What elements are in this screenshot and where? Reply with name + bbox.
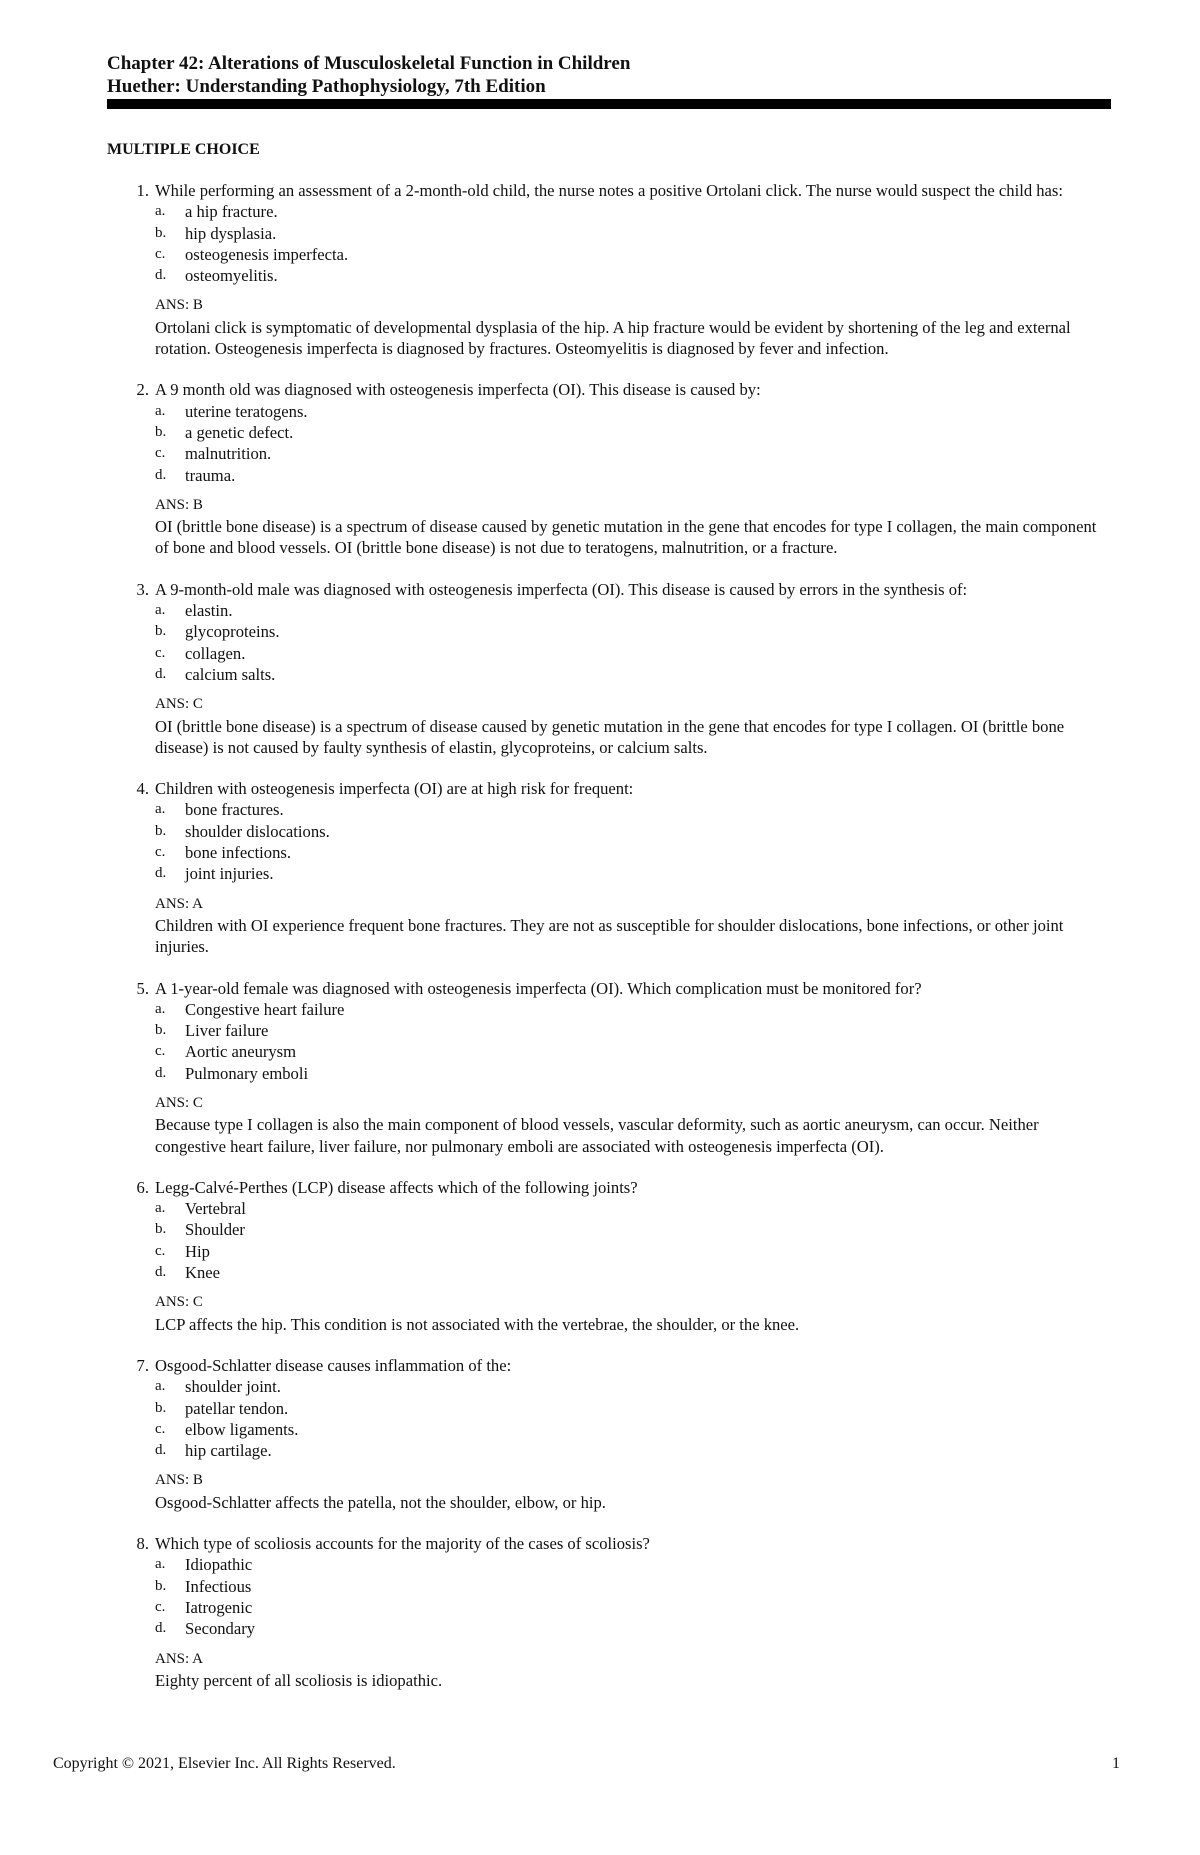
answer-rationale: Osgood-Schlatter affects the patella, not the shoulder, elbow, or hip.	[155, 1492, 606, 1512]
answer-option	[155, 799, 1111, 820]
answer-rationale: Because type I collagen is also the main component of blood vessels, vascular deformity, such as aortic aneurysm, can occur. Neither congestive heart failure, liver failure, nor pulmonary emboli are associated with osteogenesis imperfecta (OI).	[155, 1115, 1039, 1156]
option-text: bone infections.	[185, 843, 291, 863]
option-text: Aortic aneurysm	[185, 1042, 297, 1062]
answer-rationale: OI (brittle bone disease) is a spectrum of disease caused by genetic mutation in the gene that encodes for type I collagen, the main component of bone and blood vessels. OI (brittle bone disease) is not due to teratogens, malnutrition, or a fracture.	[155, 517, 1097, 558]
answer-option	[155, 443, 1111, 464]
question-item	[107, 379, 1111, 558]
answer-option	[155, 1618, 1111, 1639]
option-text: malnutrition.	[185, 444, 272, 464]
answer-option	[155, 1063, 1111, 1084]
option-text: collagen.	[185, 643, 246, 663]
option-text: Shoulder	[185, 1220, 245, 1240]
option-letter: a.	[155, 1556, 166, 1573]
question-body	[155, 1177, 1111, 1335]
option-letter: b.	[155, 224, 167, 241]
option-text: elbow ligaments.	[185, 1419, 299, 1439]
option-text: Infectious	[185, 1576, 252, 1596]
answer-option	[155, 999, 1111, 1020]
option-letter: b.	[155, 1399, 167, 1416]
option-text: shoulder joint.	[185, 1377, 281, 1397]
question-body	[155, 379, 1111, 558]
answer-block	[155, 295, 1111, 359]
question-item	[107, 180, 1111, 359]
question-number: 2.	[136, 380, 149, 400]
option-letter: b.	[155, 423, 167, 440]
option-letter: d.	[155, 1620, 167, 1637]
question-number: 1.	[136, 181, 149, 200]
option-text: calcium salts.	[185, 664, 276, 684]
option-text: a genetic defect.	[185, 422, 294, 442]
answer-option	[155, 1198, 1111, 1219]
option-letter: a.	[155, 402, 166, 419]
answer-option	[155, 1041, 1111, 1062]
answer-rationale: Ortolani click is symptomatic of developmental dysplasia of the hip. A hip fracture would be evident by shortening of the leg and external rotation. Osteogenesis imperfecta is diagnosed by fractures. Osteomyelitis is diagnosed by fever and infection.	[155, 317, 1071, 359]
answer-option	[155, 1576, 1111, 1597]
answer-key: ANS: C	[155, 696, 203, 713]
question-item	[107, 778, 1111, 957]
answer-key: ANS: C	[155, 1294, 203, 1311]
answer-option	[155, 1262, 1111, 1283]
question-number: 5.	[136, 978, 149, 998]
answer-option	[155, 244, 1111, 265]
answer-key: ANS: B	[155, 496, 203, 513]
option-letter: d.	[155, 1442, 167, 1459]
option-text: Pulmonary emboli	[185, 1063, 309, 1083]
answer-option	[155, 223, 1111, 244]
option-letter: b.	[155, 623, 167, 640]
question-body	[155, 978, 1111, 1157]
answer-block	[155, 1093, 1111, 1157]
option-text: shoulder dislocations.	[185, 821, 330, 841]
option-text: Iatrogenic	[185, 1597, 253, 1617]
answer-option	[155, 1440, 1111, 1461]
option-text: elastin.	[185, 601, 233, 621]
answer-rationale: OI (brittle bone disease) is a spectrum of disease caused by genetic mutation in the gene that encodes for type I collagen. OI (brittle bone disease) is not caused by faulty synthesis of elastin, glycoproteins, or calcium salts.	[155, 716, 1065, 757]
answer-option	[155, 621, 1111, 642]
answer-option	[155, 422, 1111, 443]
answer-key: ANS: C	[155, 1094, 203, 1111]
question-stem: Which type of scoliosis accounts for the majority of the cases of scoliosis?	[155, 1534, 650, 1554]
option-letter: c.	[155, 1420, 166, 1437]
option-letter: c.	[155, 1043, 166, 1060]
option-letter: a.	[155, 1378, 166, 1395]
option-text: osteogenesis imperfecta.	[185, 244, 349, 264]
option-letter: c.	[155, 844, 166, 861]
answer-block	[155, 1292, 1111, 1335]
option-text: Vertebral	[185, 1199, 246, 1219]
answer-option	[155, 643, 1111, 664]
question-list	[107, 180, 1111, 1711]
option-letter: d.	[155, 665, 167, 682]
question-number: 6.	[136, 1177, 149, 1197]
question-item	[107, 978, 1111, 1157]
header-rule	[107, 99, 1111, 109]
option-letter: b.	[155, 1022, 167, 1039]
answer-option	[155, 201, 1111, 222]
question-body	[155, 180, 1111, 359]
question-body	[155, 1533, 1111, 1691]
option-letter: a.	[155, 602, 166, 619]
question-number: 3.	[136, 579, 149, 599]
answer-option	[155, 1241, 1111, 1262]
page-number: 1	[1112, 1755, 1120, 1772]
question-body	[155, 778, 1111, 957]
question-number: 7.	[136, 1355, 149, 1375]
answer-key: ANS: B	[155, 297, 203, 314]
option-letter: a.	[155, 203, 166, 220]
option-letter: b.	[155, 1221, 167, 1238]
option-letter: d.	[155, 1264, 167, 1281]
answer-block	[155, 894, 1111, 958]
answer-rationale: LCP affects the hip. This condition is not associated with the vertebrae, the shoulder, or the knee.	[155, 1314, 800, 1334]
option-text: Liver failure	[185, 1021, 269, 1041]
answer-block	[155, 1470, 1111, 1513]
answer-option	[155, 842, 1111, 863]
question-stem: Legg-Calvé-Perthes (LCP) disease affects which of the following joints?	[155, 1177, 638, 1197]
option-text: patellar tendon.	[185, 1398, 289, 1418]
answer-option	[155, 1398, 1111, 1419]
question-number: 8.	[136, 1534, 149, 1554]
answer-option	[155, 465, 1111, 486]
option-text: a hip fracture.	[185, 202, 278, 222]
question-item	[107, 579, 1111, 758]
section-title: MULTIPLE CHOICE	[107, 141, 260, 158]
question-body	[155, 579, 1111, 758]
option-text: osteomyelitis.	[185, 266, 278, 286]
chapter-title: Chapter 42: Alterations of Musculoskeletal Function in Children	[107, 53, 631, 74]
answer-option	[155, 1020, 1111, 1041]
option-text: Congestive heart failure	[185, 999, 345, 1019]
answer-option	[155, 1419, 1111, 1440]
option-letter: b.	[155, 1577, 167, 1594]
option-letter: c.	[155, 1598, 166, 1615]
option-letter: b.	[155, 822, 167, 839]
answer-block	[155, 1649, 1111, 1692]
answer-option	[155, 600, 1111, 621]
option-letter: c.	[155, 245, 166, 262]
answer-option	[155, 1219, 1111, 1240]
option-letter: c.	[155, 644, 166, 661]
option-text: Hip	[185, 1241, 210, 1261]
answer-option	[155, 863, 1111, 884]
answer-option	[155, 1376, 1111, 1397]
option-text: hip cartilage.	[185, 1441, 272, 1461]
option-letter: c.	[155, 1242, 166, 1259]
option-letter: c.	[155, 445, 166, 462]
option-text: hip dysplasia.	[185, 223, 277, 243]
book-title: Huether: Understanding Pathophysiology, 7th Edition	[107, 76, 546, 97]
answer-rationale: Children with OI experience frequent bone fractures. They are not as susceptible for shoulder dislocations, bone infections, or other joint injuries.	[155, 915, 1064, 957]
answer-option	[155, 265, 1111, 286]
option-text: trauma.	[185, 465, 236, 485]
answer-option	[155, 1554, 1111, 1575]
option-text: glycoproteins.	[185, 622, 280, 642]
question-stem: Children with osteogenesis imperfecta (OI) are at high risk for frequent:	[155, 779, 634, 799]
option-text: bone fractures.	[185, 800, 284, 820]
option-letter: d.	[155, 267, 167, 284]
option-text: joint injuries.	[185, 864, 274, 884]
option-text: Secondary	[185, 1619, 256, 1639]
question-stem: While performing an assessment of a 2-month-old child, the nurse notes a positive Ortolani click. The nurse would suspect the child has:	[155, 181, 1063, 200]
answer-key: ANS: B	[155, 1472, 203, 1489]
question-stem: A 1-year-old female was diagnosed with osteogenesis imperfecta (OI). Which complication must be monitored for?	[155, 978, 922, 998]
answer-option	[155, 1597, 1111, 1618]
question-item	[107, 1533, 1111, 1691]
answer-block	[155, 694, 1111, 758]
question-stem: A 9 month old was diagnosed with osteogenesis imperfecta (OI). This disease is caused by:	[155, 380, 761, 400]
option-text: Knee	[185, 1263, 221, 1283]
answer-key: ANS: A	[155, 1650, 203, 1667]
option-text: uterine teratogens.	[185, 401, 308, 421]
question-body	[155, 1355, 1111, 1513]
option-letter: a.	[155, 801, 166, 818]
question-item	[107, 1177, 1111, 1335]
option-letter: a.	[155, 1200, 166, 1217]
question-item	[107, 1355, 1111, 1513]
answer-block	[155, 495, 1111, 559]
question-stem: Osgood-Schlatter disease causes inflammation of the:	[155, 1355, 512, 1375]
document-header	[107, 52, 1111, 98]
option-letter: a.	[155, 1000, 166, 1017]
option-letter: d.	[155, 1064, 167, 1081]
answer-rationale: Eighty percent of all scoliosis is idiopathic.	[155, 1670, 443, 1690]
copyright-footer: Copyright © 2021, Elsevier Inc. All Rights Reserved.	[53, 1755, 396, 1772]
question-number: 4.	[136, 779, 149, 799]
answer-key: ANS: A	[155, 895, 203, 912]
question-stem: A 9-month-old male was diagnosed with osteogenesis imperfecta (OI). This disease is caused by errors in the synthesis of:	[155, 579, 968, 599]
answer-option	[155, 821, 1111, 842]
answer-option	[155, 664, 1111, 685]
option-text: Idiopathic	[185, 1555, 253, 1575]
answer-option	[155, 401, 1111, 422]
option-letter: d.	[155, 466, 167, 483]
option-letter: d.	[155, 865, 167, 882]
